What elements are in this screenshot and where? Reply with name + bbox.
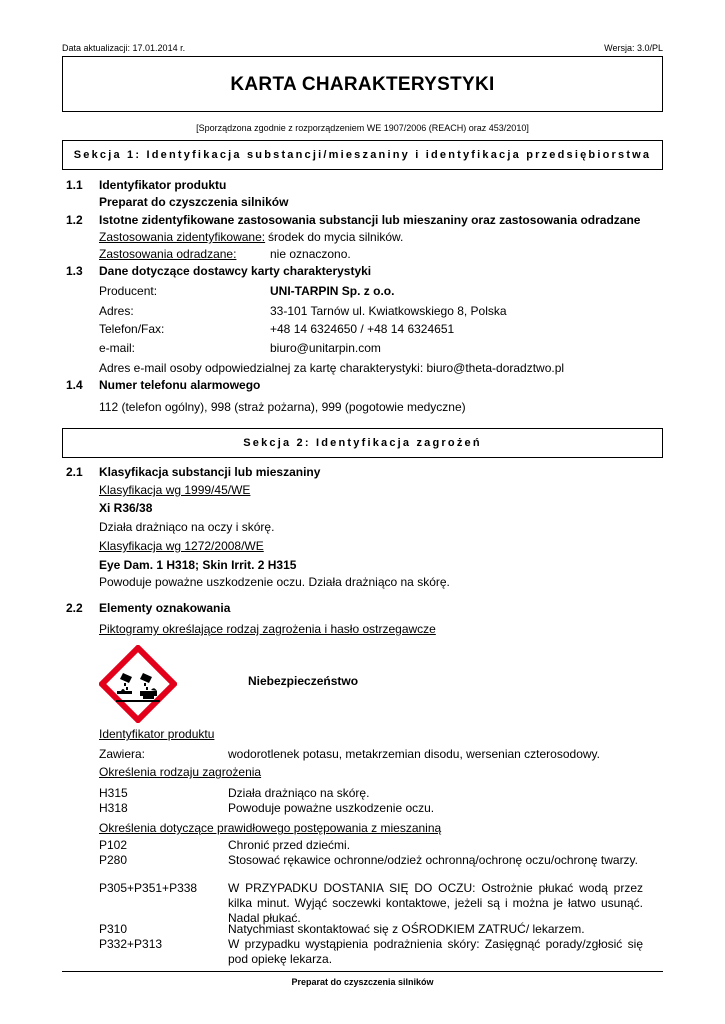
s1-3-num: 1.3 [66,264,83,278]
precaution-text: W PRZYPADKU DOSTANIA SIĘ DO OCZU: Ostrożnie płukać wodą przez kilka minut. Wyjąć soczewki kontaktowe, jeżeli są i można je łatwo usunąć. Nadal płukać. [228,881,643,925]
s1-1-title: Identyfikator produktu [99,178,227,192]
s1-2-title: Istotne zidentyfikowane zastosowania substancji lub mieszaniny oraz zastosowania odradzane [99,213,641,227]
phone-label: Telefon/Fax: [99,322,165,336]
product-name: Preparat do czyszczenia silników [99,195,289,209]
s2-1-title: Klasyfikacja substancji lub mieszaniny [99,465,321,479]
contains-value: wodorotlenek potasu, metakrzemian disodu, wersenian czterosodowy. [228,747,600,761]
hazard-code: H315 [99,786,128,800]
precautionary-statements-label: Określenia dotyczące prawidłowego postępowania z mieszaniną [99,821,442,835]
footer-text: Preparat do czyszczenia silników [291,977,434,987]
contains-label: Zawiera: [99,747,146,761]
classification-a-code: Xi R36/38 [99,501,153,515]
version: Wersja: 3.0/PL [604,43,663,53]
s2-2-title: Elementy oznakowania [99,601,231,615]
email-label: e-mail: [99,341,136,355]
hazard-text: Powoduje poważne uszkodzenie oczu. [228,801,435,815]
signal-word: Niebezpieczeństwo [248,674,359,688]
producer-value: UNI-TARPIN Sp. z o.o. [270,284,395,298]
title-box [62,56,663,112]
update-date: Data aktualizacji: 17.01.2014 r. [62,43,186,53]
classification-b-label: Klasyfikacja wg 1272/2008/WE [99,539,264,553]
classification-a-text: Działa drażniąco na oczy i skórę. [99,520,275,534]
precaution-text: W przypadku wystąpienia podrażnienia skóry: Zasięgnąć porady/zgłosić się pod opiekę lekarza. [228,937,643,966]
precaution-code: P310 [99,922,128,936]
s1-4-title: Numer telefonu alarmowego [99,378,261,392]
precaution-text: Chronić przed dziećmi. [228,838,351,852]
s2-1-num: 2.1 [66,465,83,479]
responsible-email: Adres e-mail osoby odpowiedzialnej za kartę charakterystyki: biuro@theta-doradztwo.pl [99,361,565,375]
product-identifier-label: Identyfikator produktu [99,727,215,741]
email-value: biuro@unitarpin.com [270,341,381,355]
precaution-text: Natychmiast skontaktować się z OŚRODKIEM ZATRUĆ/ lekarzem. [228,922,585,936]
hazard-text: Działa drażniąco na skórę. [228,786,370,800]
s1-1-num: 1.1 [66,178,83,192]
advised-uses-value: nie oznaczono. [270,247,351,261]
classification-a-label: Klasyfikacja wg 1999/45/WE [99,483,251,497]
s2-2-num: 2.2 [66,601,83,615]
s1-2-num: 1.2 [66,213,83,227]
classification-b-text: Powoduje poważne uszkodzenie oczu. Działa drażniąco na skórę. [99,575,450,589]
precaution-code: P102 [99,838,128,852]
section-1-heading: Sekcja 1: Identyfikacja substancji/mieszaniny i identyfikacja przedsiębiorstwa [73,149,652,161]
section-2-heading: Sekcja 2: Identyfikacja zagrożeń [243,437,482,449]
precaution-code: P305+P351+P338 [99,881,198,895]
section-1-box [62,140,663,170]
precaution-code: P332+P313 [99,937,163,951]
address-label: Adres: [99,304,134,318]
precaution-text: Stosować rękawice ochronne/odzież ochronną/ochronę oczu/ochronę twarzy. [228,853,639,867]
corrosion-icon [99,645,177,723]
emergency-numbers: 112 (telefon ogólny), 998 (straż pożarna), 999 (pogotowie medyczne) [99,400,466,414]
pictogram-label: Piktogramy określające rodzaj zagrożenia i hasło ostrzegawcze [99,622,436,636]
page-title: KARTA CHARAKTERYSTYKI [230,74,495,95]
advised-uses-label: Zastosowania odradzane: [99,247,237,261]
producer-label: Producent: [99,284,158,298]
hazard-code: H318 [99,801,128,815]
phone-value: +48 14 6324650 / +48 14 6324651 [270,322,455,336]
s1-3-title: Dane dotyczące dostawcy karty charakterystyki [99,264,372,278]
classification-b-code: Eye Dam. 1 H318; Skin Irrit. 2 H315 [99,558,297,572]
identified-uses-value: środek do mycia silników. [268,230,404,244]
identified-uses-label: Zastosowania zidentyfikowane: [99,230,266,244]
subtitle: [Sporządzona zgodnie z rozporządzeniem WE 1907/2006 (REACH) oraz 453/2010] [196,123,529,133]
hazard-statements-label: Określenia rodzaju zagrożenia [99,765,262,779]
footer-divider [62,971,663,972]
s1-4-num: 1.4 [66,378,83,392]
section-2-box [62,428,663,458]
precaution-code: P280 [99,853,128,867]
address-value: 33-101 Tarnów ul. Kwiatkowskiego 8, Polska [270,304,507,318]
